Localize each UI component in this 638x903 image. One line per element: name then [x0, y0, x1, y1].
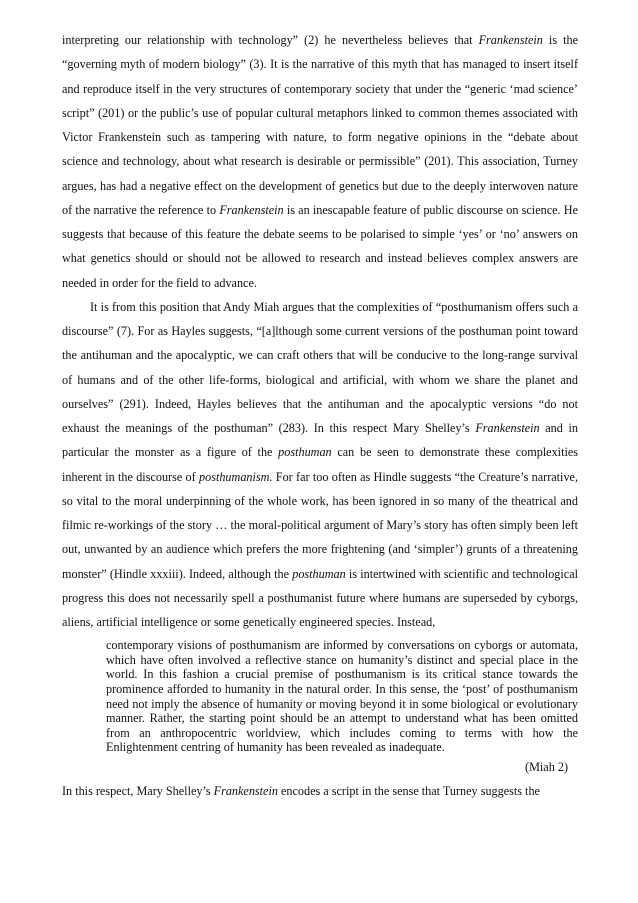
title-frankenstein: Frankenstein [478, 33, 543, 47]
document-page [62, 28, 578, 803]
paragraph-miah: It is from this position that Andy Miah argues that the complexities of “posthumanism offers such a discourse” (7). For as Hayles suggests, “[a]lthough some current versions of the posthuman point toward the antihuman and the apocalyptic, we can craft others that will be conducive to the long-range survival of humans and of the other life-forms, biological and artificial, with whom we share the planet and ourselves” (291). Indeed, Hayles believes that the antihuman and the apocalyptic versions “do not exhaust the meanings of the posthuman” (283). In this respect Mary Shelley’s Frankenstein and in particular the monster as a figure of the posthuman can be seen to demonstrate these complexities inherent in the discourse of posthumanism. For far too often as Hindle suggests “the Creature’s narrative, so vital to the moral underpinning of the whole work, has been ignored in so many of the theatrical and filmic re-workings of the story … the moral-political argument of Mary’s story has often simply been left out, unwanted by an audience which prefers the more frightening (and ‘simpler’) grunts of a threatening monster” (Hindle xxxiii). Indeed, although the posthuman is intertwined with scientific and technological progress this does not necessarily spell a posthumanist future where humans are superseded by cyborgs, aliens, artificial intelligence or some genetically engineered species. Instead, [62, 299, 578, 629]
block-quote-text: contemporary visions of posthumanism are informed by conversations on cyborgs or automata, which have often involved a reflective stance on humanity’s distinct and special place in the world. In this fashion a crucial premise of posthumanism is its critical stance towards the prominence afforded to humanity in the natural order. In this sense, the ‘post’ of posthumanism need not imply the absence of humanity or moving beyond it in some biological or evolutionary manner. Rather, the starting point should be an attempt to understand what has been omitted from an anthropocentric worldview, which includes coming to terms with how the Enlightenment centring of humanity has been revealed as inadequate. [106, 638, 578, 755]
paragraph-script: In this respect, Mary Shelley’s Frankenstein encodes a script in the sense that Turney suggests the [62, 784, 540, 798]
quote-citation: (Miah 2) [525, 760, 568, 774]
title-frankenstein: Frankenstein [213, 784, 278, 798]
term-posthuman: posthuman [278, 445, 332, 460]
block-quote [106, 638, 578, 755]
paragraph-turney: interpreting our relationship with technology” (2) he nevertheless believes that Frankenstein is the “governing myth of modern biology” (3). It is the narrative of this myth that has managed to insert itself and reproduce itself in the very structures of contemporary society that under the “generic ‘mad science’ script” (201) or the public’s use of popular cultural metaphors linked to common themes associated with Victor Frankenstein such as tampering with nature, to form negative opinions in the “debate about science and technology, about what research is desirable or permissible” (201). This association, Turney argues, has had a negative effect on the development of genetics but due to the deeply interwoven nature of the narrative the reference to Frankenstein is an inescapable feature of public discourse on science. He suggests that because of this feature the debate seems to be polarised to simple ‘yes’ or ‘no’ answers on what genetics should or should not be allowed to research and instead believes complex answers are needed in order for the field to advance. [62, 33, 578, 290]
title-frankenstein: Frankenstein [475, 421, 540, 435]
term-posthuman: posthuman [292, 566, 346, 581]
term-posthumanism: posthumanism. [199, 469, 273, 484]
title-frankenstein: Frankenstein [219, 202, 284, 217]
